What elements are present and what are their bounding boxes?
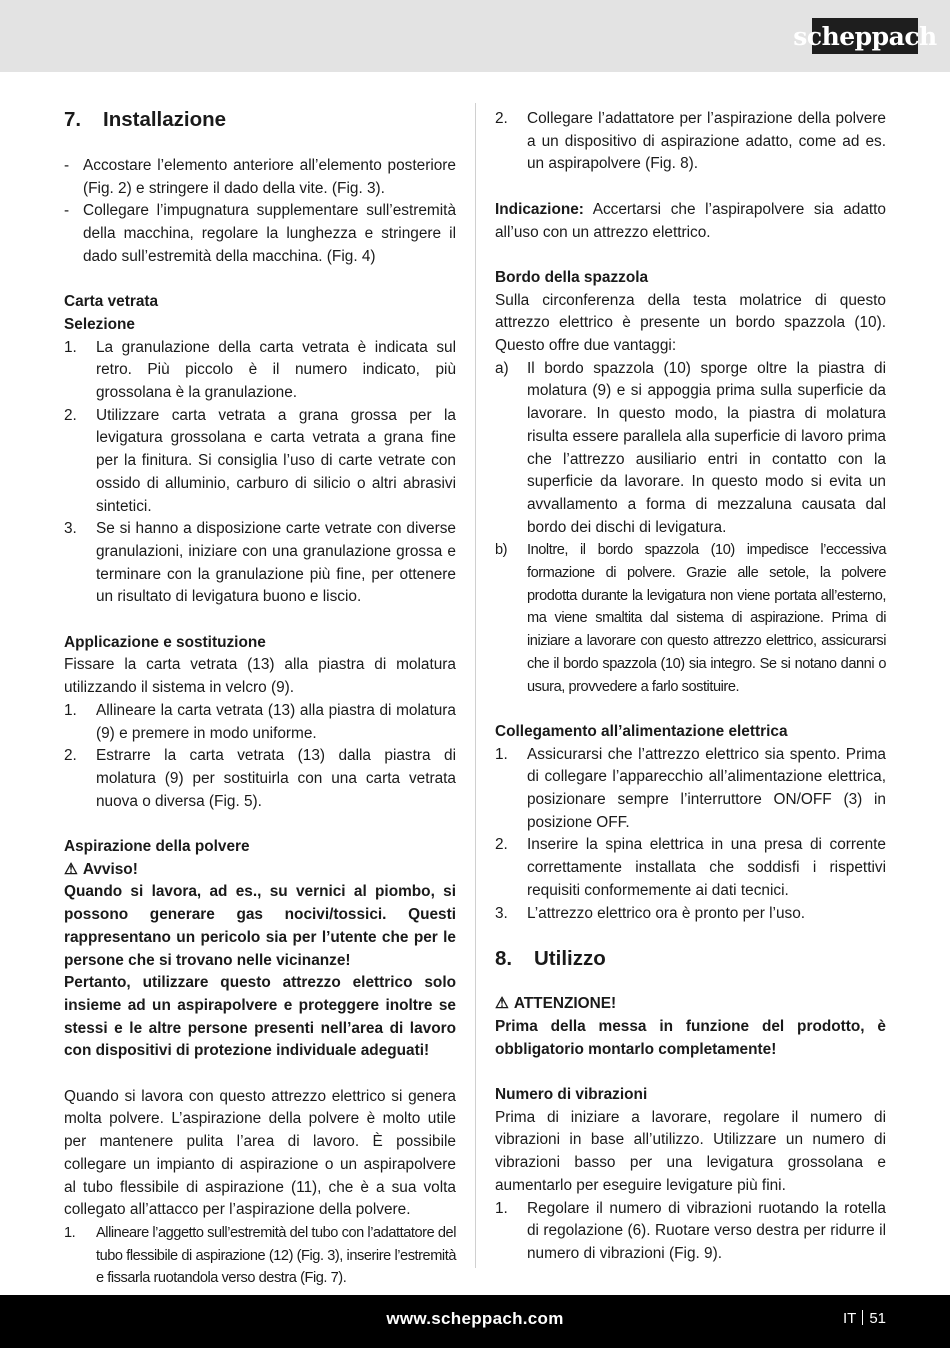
warning-triangle-icon: ⚠ xyxy=(64,860,78,878)
language-code: IT xyxy=(842,1310,857,1327)
paragraph: Fissare la carta vetrata (13) alla piastra di molatura utilizzando il sistema in velcro (9). xyxy=(64,656,456,697)
list-item-text: Accostare l’elemento anteriore all’elemento posteriore (Fig. 2) e stringere il dado della vite. (Fig. 3). xyxy=(83,157,456,197)
list-item: 1. Allineare l’aggetto sull’estremità del tubo con l’adattatore del tubo flessibile di aspirazione (12) (Fig. 3), inserire l’estremità e fissarla ruotandola verso destra (Fig. 7). xyxy=(64,1224,456,1287)
page-number: 51 xyxy=(869,1310,886,1327)
right-column xyxy=(495,108,886,1266)
subheading-selezione: Selezione xyxy=(64,315,135,333)
list-item: 2. Collegare l’adattatore per l’aspirazione della polvere a un dispositivo di aspirazione adatto, come ad es. un aspirapolvere (Fig. 8). xyxy=(495,110,886,173)
list-item: b) Inoltre, il bordo spazzola (10) impedisce l’eccessiva formazione di polvere. Grazie alle setole, la polvere prodotta durante la levigatura non viene portata all’esterno, ma viene smaltita dal sistema di aspirazione. Prima di iniziare a lavorare con questo attrezzo elettrico, assicurarsi che il bordo spazzola (10) sia integro. Se si notano danni o usura, provvedere a farlo sostituire. xyxy=(495,542,886,695)
list-item: 1. La granulazione della carta vetrata è indicata sul retro. Più piccolo è il numero indicato, più grossolana è la granulazione. xyxy=(64,338,456,402)
page-indicator xyxy=(843,1310,886,1327)
list-item: 1. Regolare il numero di vibrazioni ruotando la rotella di regolazione (6). Ruotare verso destra per ridurre il numero di vibrazioni (Fig. 9). xyxy=(495,1199,886,1262)
paragraph: Quando si lavora con questo attrezzo elettrico si genera molta polvere. L’aspirazione della polvere è molto utile per mantenere pulita l’area di lavoro. È possibile collegare un impianto di aspirazione o un aspirapolvere al tubo flessibile di aspirazione (11), che è a sua volta collegato all’attacco per l’aspirazione della polvere. xyxy=(64,1087,456,1219)
warning-triangle-icon: ⚠ xyxy=(495,995,509,1013)
website-url: www.scheppach.com xyxy=(386,1309,564,1328)
paragraph: Prima di iniziare a lavorare, regolare il numero di vibrazioni in base all’utilizzo. Utilizzare un numero di vibrazioni basso per una levigatura grossolana e aumentarlo per eseguire levigature più fini. xyxy=(495,1108,886,1194)
section-8-heading xyxy=(495,947,886,971)
subheading-aspirazione: Aspirazione della polvere xyxy=(64,838,250,856)
section-number: 8. xyxy=(495,947,513,971)
warning-text: Quando si lavora, ad es., su vernici al piombo, si possono generare gas nocivi/tossici. Questi rappresentano un pericolo sia per l’utente che per le persone che si trovano nelle vicinanze! xyxy=(64,883,456,969)
subheading-vibrazioni: Numero di vibrazioni xyxy=(495,1086,648,1104)
warning-text: Prima della messa in funzione del prodotto, è obbligatorio montarlo completamente! xyxy=(495,1017,886,1058)
list-item: - Accostare l’elemento anteriore all’elemento posteriore (Fig. 2) e stringere il dado della vite. (Fig. 3). xyxy=(64,155,456,200)
list-item-text: Collegare l’impugnatura supplementare sull’estremità della macchina, regolare la lunghezza e stringere il dado sull’estremità della macchina. (Fig. 4) xyxy=(83,202,456,265)
paragraph: Sulla circonferenza della testa molatrice di questo attrezzo elettrico è presente un bordo spazzola (10). Questo offre due vantaggi: xyxy=(495,291,886,354)
list-item: - Collegare l’impugnatura supplementare sull’estremità della macchina, regolare la lunghezza e stringere il dado sull’estremità della macchina. (Fig. 4) xyxy=(64,200,456,268)
section-title: Installazione xyxy=(103,108,227,131)
subheading-bordo: Bordo della spazzola xyxy=(495,268,649,286)
list-item: 3. Se si hanno a disposizione carte vetrate con diverse granulazioni, iniziare con una granulazione grossa e terminare con la granulazione più fine, per ottenere un risultato di levigatura buono e liscio. xyxy=(64,520,456,606)
column-divider xyxy=(475,103,476,1268)
subheading-collegamento: Collegamento all’alimentazione elettrica xyxy=(495,722,788,740)
list-item: 2. Utilizzare carta vetrata a grana grossa per la levigatura grossolana e carta vetrata a grana fine per la finitura. Si consiglia l’uso di carte vetrate con ossido di alluminio, carburo di silicio o altri abrasivi sintetici. xyxy=(64,406,456,515)
list-item: 3. L’attrezzo elettrico ora è pronto per l’uso. xyxy=(495,904,806,922)
header-bar xyxy=(0,0,950,72)
warning-label: ⚠ ATTENZIONE! xyxy=(495,993,886,1016)
list-item: 1. Assicurarsi che l’attrezzo elettrico sia spento. Prima di collegare l’apparecchio all’alimentazione elettrica, posizionare sempre l’interruttore ON/OFF (3) in posizione OFF. xyxy=(495,745,886,831)
brand-logo: scheppach xyxy=(812,18,918,54)
note-paragraph: Indicazione: Accertarsi che l’aspirapolvere sia adatto all’uso con un attrezzo elettrico. xyxy=(495,200,886,241)
warning-label: ⚠ Avviso! xyxy=(64,859,456,882)
section-7-heading xyxy=(64,108,456,132)
footer-bar xyxy=(0,1295,950,1348)
left-column xyxy=(64,108,456,1290)
subheading-carta-vetrata: Carta vetrata xyxy=(64,293,159,311)
section-title: Utilizzo xyxy=(534,947,606,971)
list-item: 2. Inserire la spina elettrica in una presa di corrente correttamente installata che soddisfi i rispettivi requisiti conformemente ai dati tecnici. xyxy=(495,836,886,899)
subheading-applicazione: Applicazione e sostituzione xyxy=(64,633,266,651)
list-item: 1. Allineare la carta vetrata (13) alla piastra di molatura (9) e premere in modo uniforme. xyxy=(64,701,456,742)
separator xyxy=(862,1310,863,1325)
section-number: 7. xyxy=(64,108,82,131)
warning-text: Pertanto, utilizzare questo attrezzo elettrico solo insieme ad un aspirapolvere e proteggere inoltre se stessi e le altre persone presenti nell’area di lavoro con dispositivi di protezione individuale adeguati! xyxy=(64,974,456,1060)
list-item: 2. Estrarre la carta vetrata (13) dalla piastra di molatura (9) per sostituirla con una carta vetrata nuova o diversa (Fig. 5). xyxy=(64,747,456,810)
list-item: a) Il bordo spazzola (10) sporge oltre la piastra di molatura (9) e si appoggia prima sulla superficie da lavorare. In questo modo, la piastra di molatura risulta essere parallela alla superficie di lavoro prima che l’attrezzo ausiliario entri in contatto con la superficie da lavorare. In questo modo si evita un avvallamento a forma di mezzaluna causata dal bordo dei dischi di levigatura. xyxy=(495,359,886,536)
note-label: Indicazione: xyxy=(495,200,584,218)
